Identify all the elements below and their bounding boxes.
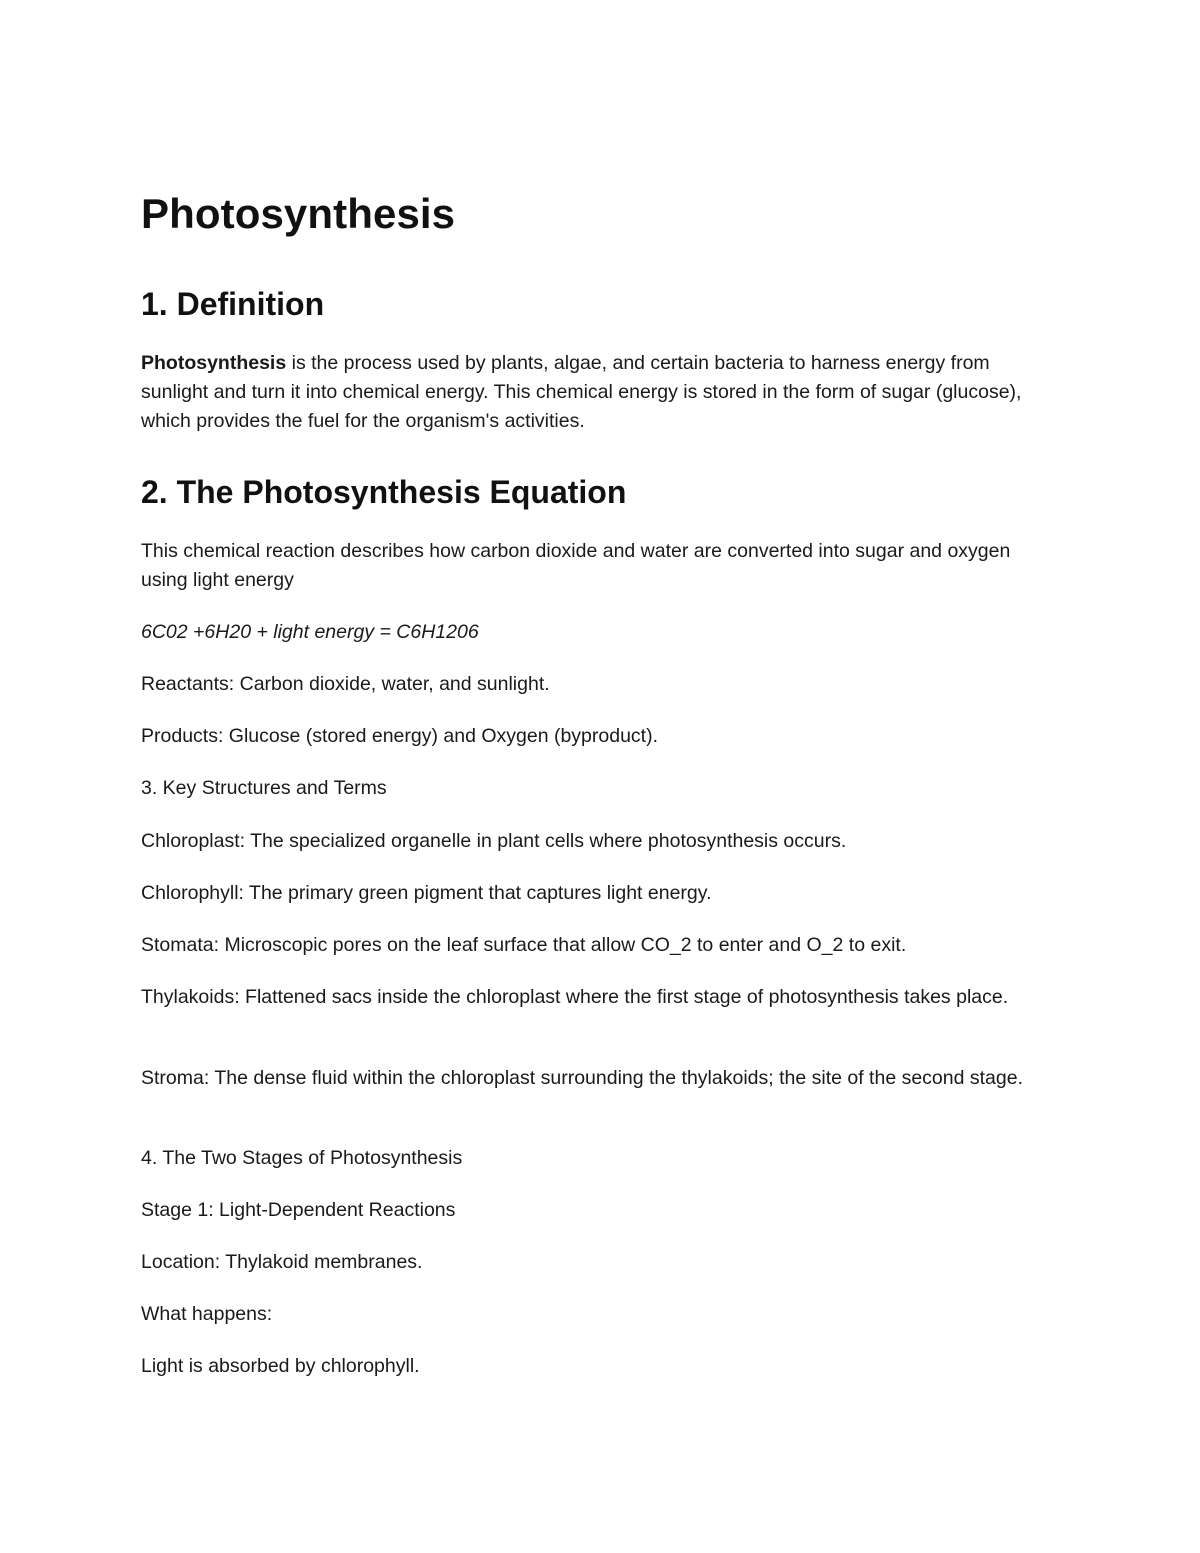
reactants-text: Reactants: Carbon dioxide, water, and sunlight. <box>141 673 550 695</box>
section-heading-key-structures: 3. Key Structures and Terms <box>141 777 387 799</box>
definition-term: Photosynthesis <box>141 352 287 374</box>
term-thylakoids: Thylakoids: Flattened sacs inside the chloroplast where the first stage of photosynthesis takes place. <box>141 986 1009 1008</box>
stage1-what-happens: What happens: <box>141 1303 273 1325</box>
stage1-location: Location: Thylakoid membranes. <box>141 1251 423 1273</box>
term-stroma: Stroma: The dense fluid within the chloroplast surrounding the thylakoids; the site of the second stage. <box>141 1067 1023 1089</box>
equation-intro: This chemical reaction describes how carbon dioxide and water are converted into sugar and oxygen using light energy <box>141 540 1011 591</box>
stage1-step-light-absorbed: Light is absorbed by chlorophyll. <box>141 1355 420 1377</box>
section-heading-equation: 2. The Photosynthesis Equation <box>141 474 627 510</box>
definition-paragraph <box>141 349 1061 436</box>
section-heading-two-stages: 4. The Two Stages of Photosynthesis <box>141 1147 463 1169</box>
stage1-heading: Stage 1: Light-Dependent Reactions <box>141 1199 456 1221</box>
term-chloroplast: Chloroplast: The specialized organelle in plant cells where photosynthesis occurs. <box>141 830 847 852</box>
equation-text: 6C02 +6H20 + light energy = C6H1206 <box>141 621 479 643</box>
term-chlorophyll: Chlorophyll: The primary green pigment that captures light energy. <box>141 882 712 904</box>
section-heading-definition: 1. Definition <box>141 286 325 322</box>
term-stomata: Stomata: Microscopic pores on the leaf surface that allow CO_2 to enter and O_2 to exit. <box>141 934 907 956</box>
document-title: Photosynthesis <box>141 190 456 237</box>
definition-text: is the process used by plants, algae, and certain bacteria to harness energy from sunlight and turn it into chemical energy. This chemical energy is stored in the form of sugar (glucose), which provides the fuel for the organism's activities. <box>141 352 1022 432</box>
products-text: Products: Glucose (stored energy) and Oxygen (byproduct). <box>141 725 658 747</box>
